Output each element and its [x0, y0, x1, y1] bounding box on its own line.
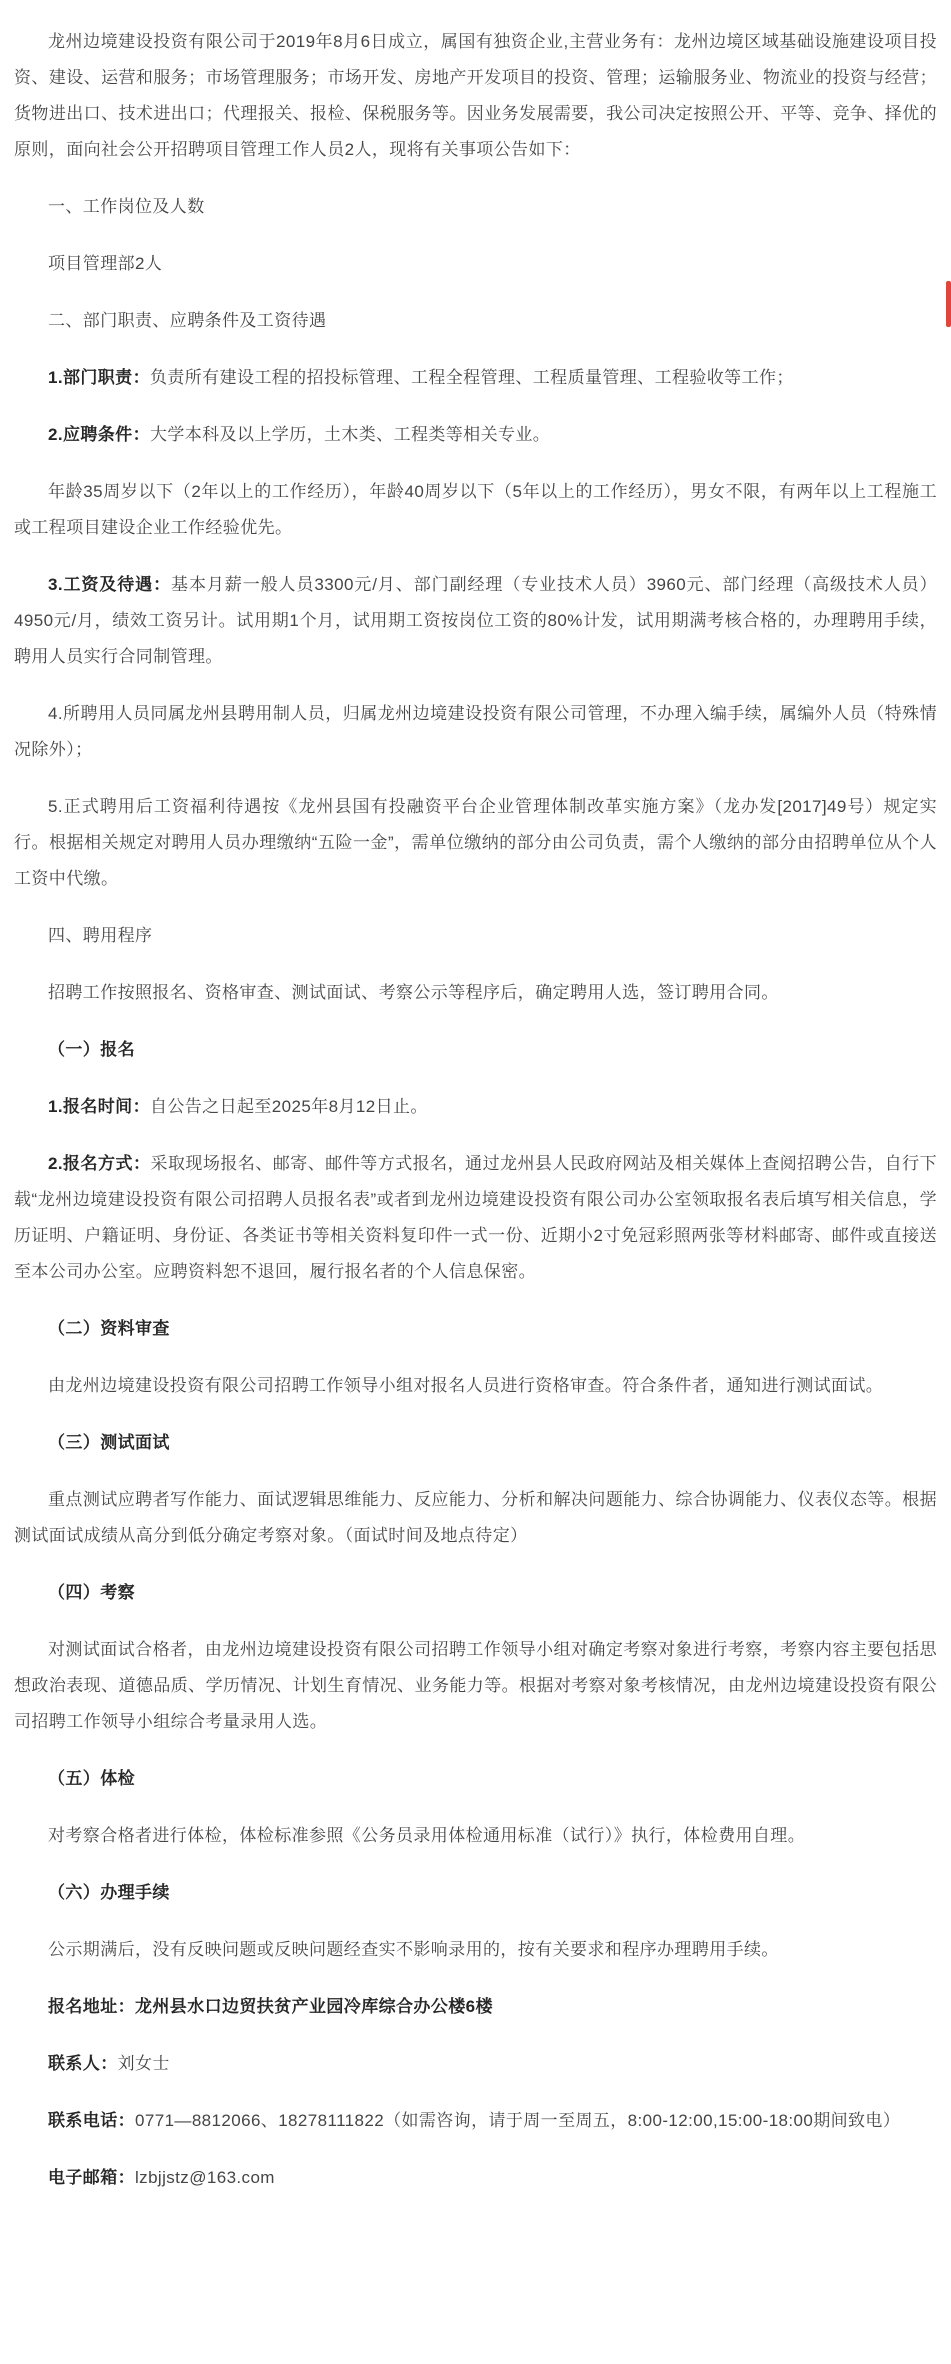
paragraph-label: （一）报名 — [48, 1040, 135, 1059]
paragraph-label: 联系人： — [48, 2054, 118, 2073]
subsection-heading-inspection — [14, 1575, 937, 1611]
paragraph-text: 二、部门职责、应聘条件及工资待遇 — [48, 311, 327, 330]
paragraph-text: 大学本科及以上学历，土木类、工程类等相关专业。 — [149, 425, 551, 444]
paragraph-text: 一、工作岗位及人数 — [48, 197, 205, 216]
paragraph-label: （六）办理手续 — [48, 1883, 170, 1902]
paragraph-label: 电子邮箱： — [48, 2168, 135, 2187]
contact-email — [14, 2160, 937, 2196]
paragraph-text: 四、聘用程序 — [48, 926, 153, 945]
signup-method — [14, 1146, 937, 1290]
subsection-heading-formalities — [14, 1875, 937, 1911]
paragraph-text: 基本月薪一般人员3300元/月、部门副经理（专业技术人员）3960元、部门经理（高级技术人员）4950元/月，绩效工资另计。试用期1个月，试用期工资按岗位工资的80%计发，试用期满考核合格的，办理聘用手续，聘用人员实行合同制管理。 — [14, 575, 937, 666]
item-welfare — [14, 789, 937, 897]
paragraph-text: 采取现场报名、邮寄、邮件等方式报名，通过龙州县人民政府网站及相关媒体上查阅招聘公告，自行下载“龙州边境建设投资有限公司招聘人员报名表”或者到龙州边境建设投资有限公司办公室领取报名表后填写相关信息，学历证明、户籍证明、身份证、各类证书等相关资料复印件一式一份、近期小2寸免冠彩照两张等材料邮寄、邮件或直接送至本公司办公室。应聘资料恕不退回，履行报名者的个人信息保密。 — [14, 1154, 938, 1281]
item-employment-type — [14, 696, 937, 768]
paragraph-text: 年龄35周岁以下（2年以上的工作经历），年龄40周岁以下（5年以上的工作经历），男女不限，有两年以上工程施工或工程项目建设企业工作经验优先。 — [14, 482, 937, 537]
subsection-heading-review — [14, 1311, 937, 1347]
paragraph-label: （五）体检 — [48, 1769, 135, 1788]
formalities-paragraph — [14, 1932, 937, 1968]
paragraph-label: 1.报名时间： — [48, 1097, 150, 1116]
paragraph-label: 联系电话： — [48, 2111, 135, 2130]
contact-phone — [14, 2103, 937, 2139]
paragraph-text: 重点测试应聘者写作能力、面试逻辑思维能力、反应能力、分析和解决问题能力、综合协调能力、仪表仪态等。根据测试面试成绩从高分到低分确定考察对象。（面试时间及地点待定） — [14, 1490, 937, 1545]
paragraph-text: 招聘工作按照报名、资格审查、测试面试、考察公示等程序后，确定聘用人选，签订聘用合同。 — [48, 983, 779, 1002]
paragraph-text: 4.所聘用人员同属龙州县聘用制人员，归属龙州边境建设投资有限公司管理，不办理入编手续，属编外人员（特殊情况除外）； — [14, 704, 937, 759]
paragraph-label: 3.工资及待遇： — [48, 575, 172, 594]
subsection-heading-signup — [14, 1032, 937, 1068]
paragraph-text: 0771—8812066、18278111822（如需咨询，请于周一至周五，8:00-12:00,15:00-18:00期间致电） — [135, 2111, 901, 2130]
document-body — [14, 24, 937, 2196]
paragraph-label: （四）考察 — [48, 1583, 135, 1602]
physical-paragraph — [14, 1818, 937, 1854]
paragraph-text: 自公告之日起至2025年8月12日止。 — [149, 1097, 428, 1116]
paragraph-text: 公示期满后，没有反映问题或反映问题经查实不影响录用的，按有关要求和程序办理聘用手续。 — [48, 1940, 779, 1959]
item-requirements — [14, 417, 937, 453]
paragraph-label: 1.部门职责： — [48, 368, 150, 387]
paragraph-label: （二）资料审查 — [48, 1319, 170, 1338]
paragraph-text: 5.正式聘用后工资福利待遇按《龙州县国有投融资平台企业管理体制改革实施方案》（龙办发[2017]49号）规定实行。根据相关规定对聘用人员办理缴纳“五险一金”，需单位缴纳的部分由公司负责，需个人缴纳的部分由招聘单位从个人工资中代缴。 — [14, 797, 937, 888]
paragraph-text: lzbjjstz@163.com — [135, 2168, 275, 2187]
paragraph-text: 对测试面试合格者，由龙州边境建设投资有限公司招聘工作领导小组对确定考察对象进行考察，考察内容主要包括思想政治表现、道德品质、学历情况、计划生育情况、业务能力等。根据对考察对象考核情况，由龙州边境建设投资有限公司招聘工作领导小组综合考量录用人选。 — [14, 1640, 937, 1731]
subsection-heading-interview — [14, 1425, 937, 1461]
paragraph-text: 由龙州边境建设投资有限公司招聘工作领导小组对报名人员进行资格审查。符合条件者，通知进行测试面试。 — [48, 1376, 884, 1395]
inspection-paragraph — [14, 1632, 937, 1740]
interview-paragraph — [14, 1482, 937, 1554]
paragraph-text: 对考察合格者进行体检，体检标准参照《公务员录用体检通用标准（试行）》执行，体检费用自理。 — [48, 1826, 806, 1845]
paragraph-text: 项目管理部2人 — [48, 254, 163, 273]
intro-paragraph — [14, 24, 937, 168]
section-heading-4 — [14, 918, 937, 954]
contact-person — [14, 2046, 937, 2082]
paragraph-text: 刘女士 — [117, 2054, 170, 2073]
item-duties — [14, 360, 937, 396]
section-heading-1 — [14, 189, 937, 225]
age-requirements — [14, 474, 937, 546]
position-count — [14, 246, 937, 282]
subsection-heading-physical — [14, 1761, 937, 1797]
item-salary — [14, 567, 937, 675]
procedure-overview — [14, 975, 937, 1011]
signup-time — [14, 1089, 937, 1125]
paragraph-text: 龙州边境建设投资有限公司于2019年8月6日成立，属国有独资企业,主营业务有：龙州边境区域基础设施建设项目投资、建设、运营和服务；市场管理服务；市场开发、房地产开发项目的投资、管理；运输服务业、物流业的投资与经营；货物进出口、技术进出口；代理报关、报检、保税服务等。因业务发展需要，我公司决定按照公开、平等、竞争、择优的原则，面向社会公开招聘项目管理工作人员2人，现将有关事项公告如下： — [14, 32, 937, 159]
paragraph-label: 2.应聘条件： — [48, 425, 150, 444]
section-heading-2 — [14, 303, 937, 339]
paragraph-label: 2.报名方式： — [48, 1154, 151, 1173]
signup-address — [14, 1989, 937, 2025]
paragraph-text: 负责所有建设工程的招投标管理、工程全程管理、工程质量管理、工程验收等工作； — [149, 368, 794, 387]
scrollbar-thumb[interactable] — [946, 281, 951, 327]
review-paragraph — [14, 1368, 937, 1404]
paragraph-label: （三）测试面试 — [48, 1433, 170, 1452]
paragraph-label: 报名地址：龙州县水口边贸扶贫产业园冷库综合办公楼6楼 — [48, 1997, 493, 2016]
